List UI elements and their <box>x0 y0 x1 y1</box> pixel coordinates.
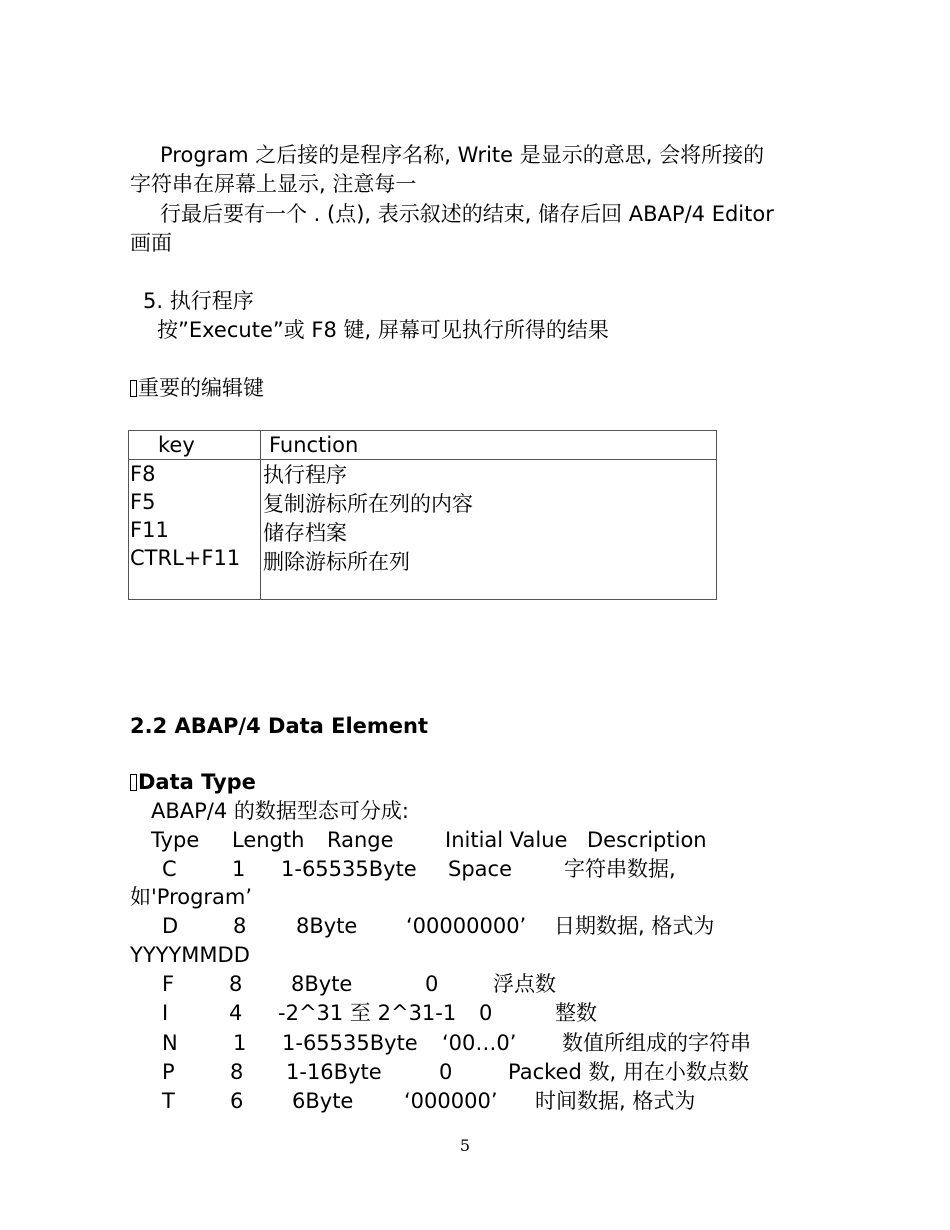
range-cell: 1-65535Byte <box>281 857 417 881</box>
table-cell-function: 删除游标所在列 <box>263 550 410 574</box>
initial-value-column-header: Initial Value <box>445 828 568 852</box>
description-cell: 日期数据, 格式为 <box>554 914 715 938</box>
type-cell: P <box>162 1060 175 1084</box>
length-cell: 8 <box>229 972 243 996</box>
table-divider <box>129 459 716 460</box>
type-cell: D <box>162 914 179 938</box>
initial-value-cell: 0 <box>439 1060 453 1084</box>
initial-value-cell: 0 <box>479 1001 493 1025</box>
table-cell-function: 复制游标所在列的内容 <box>263 492 473 516</box>
range-cell: -2^31 至 2^31-1 <box>278 1001 457 1025</box>
table-cell-key: F11 <box>130 518 169 542</box>
initial-value-cell: ‘00…0’ <box>442 1031 517 1055</box>
description-column-header: Description <box>587 828 707 852</box>
type-cell: N <box>162 1031 178 1055</box>
data-type-heading <box>130 769 256 795</box>
length-column-header: Length <box>232 828 305 852</box>
type-cell: I <box>162 1001 169 1025</box>
table-header-function: Function <box>269 433 359 457</box>
description-continuation: YYYYMMDD <box>130 943 250 967</box>
initial-value-cell: 0 <box>425 972 439 996</box>
paragraph-line: 行最后要有一个 . (点), 表示叙述的结束, 储存后回 ABAP/4 Editor <box>160 202 774 226</box>
data-type-heading-text: Data Type <box>138 770 256 794</box>
range-cell: 1-16Byte <box>286 1060 382 1084</box>
bullet-marker-icon <box>130 774 137 791</box>
length-cell: 8 <box>230 1060 244 1084</box>
range-cell: 8Byte <box>291 972 353 996</box>
table-cell-key: CTRL+F11 <box>130 546 241 570</box>
table-header-key: key <box>158 433 195 457</box>
initial-value-cell: ‘000000’ <box>404 1089 498 1113</box>
description-cell: 浮点数 <box>493 972 556 996</box>
length-cell: 1 <box>232 857 246 881</box>
type-column-header: Type <box>151 828 200 852</box>
length-cell: 8 <box>233 914 247 938</box>
type-cell: T <box>162 1089 175 1113</box>
key-table <box>128 430 717 600</box>
type-cell: F <box>162 972 175 996</box>
section-title: 2.2 ABAP/4 Data Element <box>130 714 429 738</box>
description-cell: 字符串数据, <box>564 857 676 881</box>
type-cell: C <box>162 857 177 881</box>
paragraph-line: Program 之后接的是程序名称, Write 是显示的意思, 会将所接的 <box>160 143 765 167</box>
table-cell-key: F5 <box>130 490 156 514</box>
data-type-intro: ABAP/4 的数据型态可分成: <box>151 799 409 823</box>
description-cell: 数值所组成的字符串 <box>562 1031 751 1055</box>
initial-value-cell: Space <box>448 857 512 881</box>
step-title: 5. 执行程序 <box>143 289 254 313</box>
description-cell: 时间数据, 格式为 <box>535 1089 696 1113</box>
page-number: 5 <box>459 1136 471 1155</box>
length-cell: 6 <box>230 1089 244 1113</box>
length-cell: 4 <box>229 1001 243 1025</box>
length-cell: 1 <box>233 1031 247 1055</box>
table-cell-function: 储存档案 <box>263 521 347 545</box>
table-cell-key: F8 <box>130 462 156 486</box>
keys-heading-text: 重要的编辑键 <box>138 376 264 400</box>
range-cell: 6Byte <box>292 1089 354 1113</box>
table-cell-function: 执行程序 <box>263 463 347 487</box>
keys-heading <box>130 375 264 401</box>
range-column-header: Range <box>327 828 394 852</box>
description-continuation: 如'Program’ <box>130 885 253 909</box>
description-cell: Packed 数, 用在小数点数 <box>508 1060 749 1084</box>
range-cell: 1-65535Byte <box>282 1031 418 1055</box>
range-cell: 8Byte <box>296 914 358 938</box>
paragraph-line: 字符串在屏幕上显示, 注意每一 <box>130 172 417 196</box>
description-cell: 整数 <box>555 1001 597 1025</box>
bullet-marker-icon <box>130 380 137 397</box>
initial-value-cell: ‘00000000’ <box>406 914 527 938</box>
step-text: 按”Execute”或 F8 键, 屏幕可见执行所得的结果 <box>157 318 609 342</box>
table-divider <box>260 431 261 599</box>
paragraph-line: 画面 <box>130 231 172 255</box>
